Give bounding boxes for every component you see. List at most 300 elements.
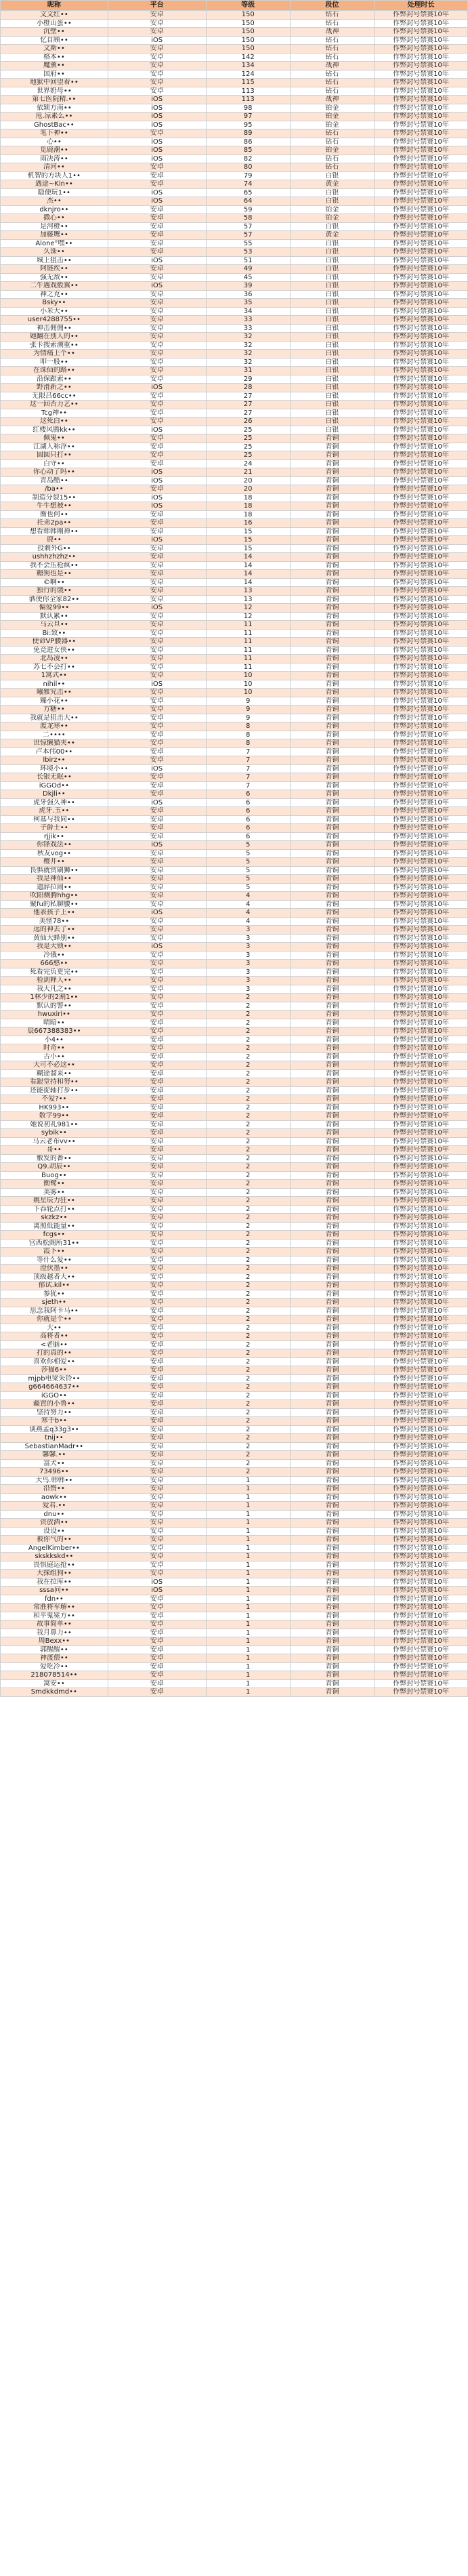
player-name-cell: 秋友vog••	[1, 849, 108, 858]
table-row	[1, 468, 468, 477]
rank-cell: 白银	[290, 358, 374, 367]
platform-cell: 安卓	[108, 612, 206, 621]
punishment-cell: 作弊封号禁赛10年	[374, 943, 467, 952]
level-cell: 20	[206, 476, 290, 485]
punishment-cell: 作弊封号禁赛10年	[374, 1129, 467, 1138]
table-row	[1, 798, 468, 807]
level-cell: 15	[206, 527, 290, 536]
rank-cell: 白银	[290, 188, 374, 197]
player-name-cell: 远的神去了••	[1, 926, 108, 935]
table-row	[1, 1154, 468, 1163]
punishment-cell: 作弊封号禁赛10年	[374, 333, 467, 342]
rank-cell: 青铜	[290, 748, 374, 756]
platform-cell: 安卓	[108, 1374, 206, 1383]
rank-cell: 青铜	[290, 1129, 374, 1138]
table-row	[1, 1069, 468, 1078]
platform-cell: 安卓	[108, 689, 206, 697]
rank-cell: 青铜	[290, 544, 374, 553]
platform-cell: iOS	[108, 680, 206, 689]
table-row	[1, 45, 468, 54]
table-row	[1, 417, 468, 426]
rank-cell: 青铜	[290, 638, 374, 647]
table-row	[1, 968, 468, 977]
table-row	[1, 638, 468, 647]
rank-cell: 青铜	[290, 824, 374, 833]
player-name-cell: Q9.胡辰••	[1, 1163, 108, 1172]
player-name-cell: 沿赘••	[1, 1485, 108, 1494]
platform-cell: 安卓	[108, 1103, 206, 1112]
punishment-cell: 作弊封号禁赛10年	[374, 832, 467, 841]
rank-cell: 青铜	[290, 1273, 374, 1282]
punishment-cell: 作弊封号禁赛10年	[374, 392, 467, 401]
level-cell: 32	[206, 341, 290, 350]
platform-cell: 安卓	[108, 544, 206, 553]
player-name-cell: 大可不必这••	[1, 1061, 108, 1070]
level-cell: 13	[206, 595, 290, 604]
table-row	[1, 1027, 468, 1036]
platform-cell: 安卓	[108, 731, 206, 739]
platform-cell: 安卓	[108, 1163, 206, 1172]
punishment-cell: 作弊封号禁赛10年	[374, 1357, 467, 1366]
punishment-cell: 作弊封号禁赛10年	[374, 680, 467, 689]
rank-cell: 青铜	[290, 917, 374, 926]
rank-cell: 铂金	[290, 146, 374, 155]
level-cell: 2	[206, 1357, 290, 1366]
rank-cell: 青铜	[290, 951, 374, 960]
platform-cell: iOS	[108, 113, 206, 121]
platform-cell: 安卓	[108, 1205, 206, 1214]
level-cell: 53	[206, 248, 290, 257]
rank-cell: 青铜	[290, 1383, 374, 1392]
platform-cell: 安卓	[108, 1510, 206, 1519]
table-row	[1, 1248, 468, 1256]
header-level: 等级	[206, 1, 290, 11]
level-cell: 6	[206, 807, 290, 816]
player-name-cell: 樱井••	[1, 858, 108, 867]
punishment-cell: 作弊封号禁赛10年	[374, 1688, 467, 1697]
rank-cell: 钻石	[290, 79, 374, 87]
level-cell: 14	[206, 553, 290, 562]
platform-cell: 安卓	[108, 239, 206, 248]
rank-cell: 白银	[290, 222, 374, 231]
rank-cell: 青铜	[290, 1519, 374, 1528]
level-cell: 16	[206, 519, 290, 528]
rank-cell: 青铜	[290, 1299, 374, 1307]
rank-cell: 青铜	[290, 587, 374, 596]
punishment-cell: 作弊封号禁赛10年	[374, 417, 467, 426]
player-name-cell: 澄伙墨••	[1, 1265, 108, 1273]
punishment-cell: 作弊封号禁赛10年	[374, 197, 467, 206]
table-row	[1, 493, 468, 502]
rank-cell: 青铜	[290, 756, 374, 765]
player-name-cell: 哥••	[1, 1146, 108, 1155]
punishment-cell: 作弊封号禁赛10年	[374, 307, 467, 316]
table-row	[1, 1662, 468, 1671]
punishment-cell: 作弊封号禁赛10年	[374, 358, 467, 367]
level-cell: 8	[206, 731, 290, 739]
punishment-cell: 作弊封号禁赛10年	[374, 341, 467, 350]
punishment-cell: 作弊封号禁赛10年	[374, 1637, 467, 1646]
punishment-cell: 作弊封号禁赛10年	[374, 28, 467, 37]
rank-cell: 青铜	[290, 1425, 374, 1434]
platform-cell: 安卓	[108, 1527, 206, 1536]
punishment-cell: 作弊封号禁赛10年	[374, 1662, 467, 1671]
table-row	[1, 129, 468, 138]
player-name-cell: dnu••	[1, 1510, 108, 1519]
table-row	[1, 1587, 468, 1595]
punishment-cell: 作弊封号禁赛10年	[374, 11, 467, 20]
platform-cell: 安卓	[108, 697, 206, 706]
table-row	[1, 587, 468, 596]
player-name-cell: 柯基与我同••	[1, 815, 108, 824]
punishment-cell: 作弊封号禁赛10年	[374, 350, 467, 359]
rank-cell: 白银	[290, 426, 374, 434]
table-row	[1, 375, 468, 384]
punishment-cell: 作弊封号禁赛10年	[374, 299, 467, 308]
level-cell: 80	[206, 163, 290, 172]
platform-cell: 安卓	[108, 587, 206, 596]
punishment-cell: 作弊封号禁赛10年	[374, 1425, 467, 1434]
table-row	[1, 1570, 468, 1578]
platform-cell: 安卓	[108, 1078, 206, 1087]
player-name-cell: fdn••	[1, 1595, 108, 1603]
level-cell: 2	[206, 1086, 290, 1095]
platform-cell: iOS	[108, 121, 206, 129]
rank-cell: 青铜	[290, 1137, 374, 1146]
rank-cell: 青铜	[290, 841, 374, 850]
table-row	[1, 1654, 468, 1663]
platform-cell: 安卓	[108, 900, 206, 909]
level-cell: 32	[206, 358, 290, 367]
level-cell: 57	[206, 231, 290, 240]
rank-cell: 青铜	[290, 561, 374, 570]
level-cell: 3	[206, 960, 290, 968]
platform-cell: 安卓	[108, 1603, 206, 1612]
punishment-cell: 作弊封号禁赛10年	[374, 87, 467, 96]
platform-cell: 安卓	[108, 519, 206, 528]
rank-cell: 青铜	[290, 1180, 374, 1189]
rank-cell: 白银	[290, 367, 374, 375]
player-name-cell: 在诛仙的路••	[1, 367, 108, 375]
level-cell: 2	[206, 1434, 290, 1443]
table-row	[1, 113, 468, 121]
punishment-cell: 作弊封号禁赛10年	[374, 45, 467, 54]
player-name-cell: 文斯••	[1, 45, 108, 54]
table-row	[1, 1595, 468, 1603]
punishment-cell: 作弊封号禁赛10年	[374, 1400, 467, 1409]
table-row	[1, 875, 468, 884]
player-name-cell: 我不会压枪疯••	[1, 561, 108, 570]
header-rank: 段位	[290, 1, 374, 11]
platform-cell: 安卓	[108, 1536, 206, 1545]
player-name-cell: 心••	[1, 138, 108, 146]
punishment-cell: 作弊封号禁赛10年	[374, 917, 467, 926]
punishment-cell: 作弊封号禁赛10年	[374, 1374, 467, 1383]
player-name-cell: 笔下神••	[1, 129, 108, 138]
platform-cell: 安卓	[108, 1570, 206, 1578]
level-cell: 1	[206, 1603, 290, 1612]
player-name-cell: 你心动了吗••	[1, 468, 108, 477]
level-cell: 55	[206, 239, 290, 248]
platform-cell: 安卓	[108, 307, 206, 316]
platform-cell: 安卓	[108, 1265, 206, 1273]
punishment-cell: 作弊封号禁赛10年	[374, 1120, 467, 1129]
punishment-cell: 作弊封号禁赛10年	[374, 401, 467, 409]
punishment-cell: 作弊封号禁赛10年	[374, 476, 467, 485]
punishment-cell: 作弊封号禁赛10年	[374, 892, 467, 901]
platform-cell: 安卓	[108, 1595, 206, 1603]
table-row	[1, 70, 468, 79]
rank-cell: 白银	[290, 290, 374, 299]
punishment-cell: 作弊封号禁赛10年	[374, 1248, 467, 1256]
punishment-cell: 作弊封号禁赛10年	[374, 841, 467, 850]
rank-cell: 青铜	[290, 883, 374, 892]
player-name-cell: 黄仙大蜂别••	[1, 934, 108, 943]
level-cell: 2	[206, 1146, 290, 1155]
table-row	[1, 1645, 468, 1654]
punishment-cell: 作弊封号禁赛10年	[374, 1112, 467, 1121]
punishment-cell: 作弊封号禁赛10年	[374, 1468, 467, 1477]
table-row	[1, 1425, 468, 1434]
rank-cell: 青铜	[290, 1612, 374, 1620]
level-cell: 2	[206, 1383, 290, 1392]
player-name-cell: 参犹••	[1, 1290, 108, 1299]
level-cell: 6	[206, 824, 290, 833]
platform-cell: 安卓	[108, 1553, 206, 1561]
rank-cell: 青铜	[290, 1561, 374, 1570]
level-cell: 1	[206, 1493, 290, 1502]
player-name-cell: sybik••	[1, 1129, 108, 1138]
platform-cell: 安卓	[108, 629, 206, 638]
punishment-cell: 作弊封号禁赛10年	[374, 1612, 467, 1620]
rank-cell: 白银	[290, 307, 374, 316]
table-row	[1, 1307, 468, 1315]
player-name-cell: Smdkkdmd••	[1, 1688, 108, 1697]
rank-cell: 青铜	[290, 875, 374, 884]
punishment-cell: 作弊封号禁赛10年	[374, 672, 467, 680]
punishment-cell: 作弊封号禁赛10年	[374, 1502, 467, 1511]
punishment-cell: 作弊封号禁赛10年	[374, 655, 467, 663]
player-name-cell: 疆置的小鲁••	[1, 1400, 108, 1409]
punishment-cell: 作弊封号禁赛10年	[374, 663, 467, 672]
rank-cell: 青铜	[290, 476, 374, 485]
player-name-cell: 小4••	[1, 1036, 108, 1044]
platform-cell: 安卓	[108, 510, 206, 519]
player-name-cell: 常胜将军解••	[1, 1603, 108, 1612]
punishment-cell: 作弊封号禁赛10年	[374, 985, 467, 994]
player-name-cell: 离照低能量••	[1, 1222, 108, 1231]
player-name-cell: 城上狙击••	[1, 256, 108, 265]
level-cell: 34	[206, 307, 290, 316]
punishment-cell: 作弊封号禁赛10年	[374, 1078, 467, 1087]
player-name-cell: iGGOd••	[1, 781, 108, 790]
platform-cell: 安卓	[108, 815, 206, 824]
level-cell: 18	[206, 493, 290, 502]
rank-cell: 铂金	[290, 113, 374, 121]
player-name-cell: 苏七不会打••	[1, 663, 108, 672]
rank-cell: 青铜	[290, 1197, 374, 1206]
table-row	[1, 1519, 468, 1528]
level-cell: 45	[206, 273, 290, 282]
punishment-cell: 作弊封号禁赛10年	[374, 764, 467, 773]
table-row	[1, 1197, 468, 1206]
level-cell: 3	[206, 934, 290, 943]
platform-cell: 安卓	[108, 70, 206, 79]
table-row	[1, 722, 468, 731]
platform-cell: 安卓	[108, 849, 206, 858]
level-cell: 29	[206, 375, 290, 384]
level-cell: 1	[206, 1595, 290, 1603]
player-name-cell: Alone°嘿••	[1, 239, 108, 248]
table-row	[1, 214, 468, 223]
table-row	[1, 917, 468, 926]
level-cell: 74	[206, 180, 290, 189]
level-cell: 1	[206, 1688, 290, 1697]
platform-cell: 安卓	[108, 1019, 206, 1027]
rank-cell: 青铜	[290, 1205, 374, 1214]
platform-cell: 安卓	[108, 985, 206, 994]
platform-cell: 安卓	[108, 417, 206, 426]
level-cell: 1	[206, 1671, 290, 1680]
table-row	[1, 934, 468, 943]
punishment-cell: 作弊封号禁赛10年	[374, 1154, 467, 1163]
punishment-cell: 作弊封号禁赛10年	[374, 849, 467, 858]
rank-cell: 青铜	[290, 1265, 374, 1273]
punishment-cell: 作弊封号禁赛10年	[374, 1587, 467, 1595]
punishment-cell: 作弊封号禁赛10年	[374, 443, 467, 451]
table-row	[1, 1459, 468, 1468]
table-row	[1, 756, 468, 765]
punishment-cell: 作弊封号禁赛10年	[374, 858, 467, 867]
platform-cell: 安卓	[108, 1324, 206, 1332]
player-name-cell: 看跟堂持和努••	[1, 1078, 108, 1087]
level-cell: 2	[206, 1171, 290, 1180]
player-name-cell: ©啊••	[1, 578, 108, 587]
platform-cell: 安卓	[108, 1493, 206, 1502]
level-cell: 2	[206, 1459, 290, 1468]
level-cell: 2	[206, 1468, 290, 1477]
level-cell: 2	[206, 1282, 290, 1290]
player-name-cell: 寒于b••	[1, 1417, 108, 1426]
table-row	[1, 1273, 468, 1282]
level-cell: 95	[206, 121, 290, 129]
punishment-cell: 作弊封号禁赛10年	[374, 722, 467, 731]
punishment-cell: 作弊封号禁赛10年	[374, 384, 467, 392]
player-name-cell: 数字99••	[1, 1112, 108, 1121]
platform-cell: 安卓	[108, 926, 206, 935]
player-name-cell: 小橙山蛋••	[1, 19, 108, 28]
table-row	[1, 663, 468, 672]
rank-cell: 青铜	[290, 612, 374, 621]
level-cell: 2	[206, 1129, 290, 1138]
rank-cell: 青铜	[290, 1290, 374, 1299]
player-name-cell: Bsky••	[1, 299, 108, 308]
punishment-cell: 作弊封号禁赛10年	[374, 587, 467, 596]
punishment-cell: 作弊封号禁赛10年	[374, 570, 467, 579]
platform-cell: 安卓	[108, 409, 206, 417]
table-row	[1, 485, 468, 494]
player-name-cell: 我是大锁••	[1, 943, 108, 952]
table-row	[1, 561, 468, 570]
punishment-cell: 作弊封号禁赛10年	[374, 934, 467, 943]
level-cell: 2	[206, 1307, 290, 1315]
platform-cell: 安卓	[108, 756, 206, 765]
platform-cell: 安卓	[108, 807, 206, 816]
rank-cell: 青铜	[290, 909, 374, 918]
platform-cell: 安卓	[108, 171, 206, 180]
platform-cell: 安卓	[108, 1671, 206, 1680]
level-cell: 2	[206, 1290, 290, 1299]
table-row	[1, 612, 468, 621]
platform-cell: 安卓	[108, 1502, 206, 1511]
punishment-cell: 作弊封号禁赛10年	[374, 1341, 467, 1349]
level-cell: 65	[206, 188, 290, 197]
level-cell: 2	[206, 1256, 290, 1265]
player-name-cell: 设设••	[1, 1527, 108, 1536]
table-row	[1, 1383, 468, 1392]
platform-cell: iOS	[108, 798, 206, 807]
punishment-cell: 作弊封号禁赛10年	[374, 875, 467, 884]
level-cell: 1	[206, 1587, 290, 1595]
player-name-cell: 聚fu的私聊腰••	[1, 900, 108, 909]
table-row	[1, 62, 468, 70]
table-row	[1, 28, 468, 37]
rank-cell: 青铜	[290, 1544, 374, 1553]
platform-cell: 安卓	[108, 1332, 206, 1341]
rank-cell: 青铜	[290, 1112, 374, 1121]
punishment-cell: 作弊封号禁赛10年	[374, 960, 467, 968]
table-row	[1, 1468, 468, 1477]
punishment-cell: 作弊封号禁赛10年	[374, 1408, 467, 1417]
rank-cell: 青铜	[290, 731, 374, 739]
punishment-cell: 作弊封号禁赛10年	[374, 138, 467, 146]
punishment-cell: 作弊封号禁赛10年	[374, 1027, 467, 1036]
platform-cell: 安卓	[108, 1451, 206, 1460]
level-cell: 14	[206, 561, 290, 570]
table-row	[1, 1366, 468, 1375]
punishment-cell: 作弊封号禁赛10年	[374, 290, 467, 299]
punishment-cell: 作弊封号禁赛10年	[374, 1010, 467, 1019]
rank-cell: 白银	[290, 392, 374, 401]
table-body	[1, 11, 468, 1697]
rank-cell: 青铜	[290, 790, 374, 799]
player-name-cell: Bi:致••	[1, 629, 108, 638]
platform-cell: iOS	[108, 604, 206, 613]
table-row	[1, 1374, 468, 1383]
rank-cell: 青铜	[290, 468, 374, 477]
platform-cell: 安卓	[108, 222, 206, 231]
player-name-cell: 我在拉库••	[1, 1578, 108, 1587]
level-cell: 2	[206, 1103, 290, 1112]
player-name-cell: 曦雅究击••	[1, 689, 108, 697]
table-row	[1, 367, 468, 375]
rank-cell: 青铜	[290, 764, 374, 773]
rank-cell: 白银	[290, 375, 374, 384]
platform-cell: 安卓	[108, 1069, 206, 1078]
platform-cell: 安卓	[108, 1180, 206, 1189]
table-row	[1, 1095, 468, 1104]
punishment-cell: 作弊封号禁赛10年	[374, 714, 467, 722]
level-cell: 4	[206, 900, 290, 909]
level-cell: 12	[206, 612, 290, 621]
platform-cell: 安卓	[108, 333, 206, 342]
table-row	[1, 197, 468, 206]
player-name-cell: rjjik••	[1, 832, 108, 841]
punishment-cell: 作弊封号禁赛10年	[374, 1527, 467, 1536]
level-cell: 14	[206, 570, 290, 579]
platform-cell: 安卓	[108, 299, 206, 308]
level-cell: 3	[206, 926, 290, 935]
